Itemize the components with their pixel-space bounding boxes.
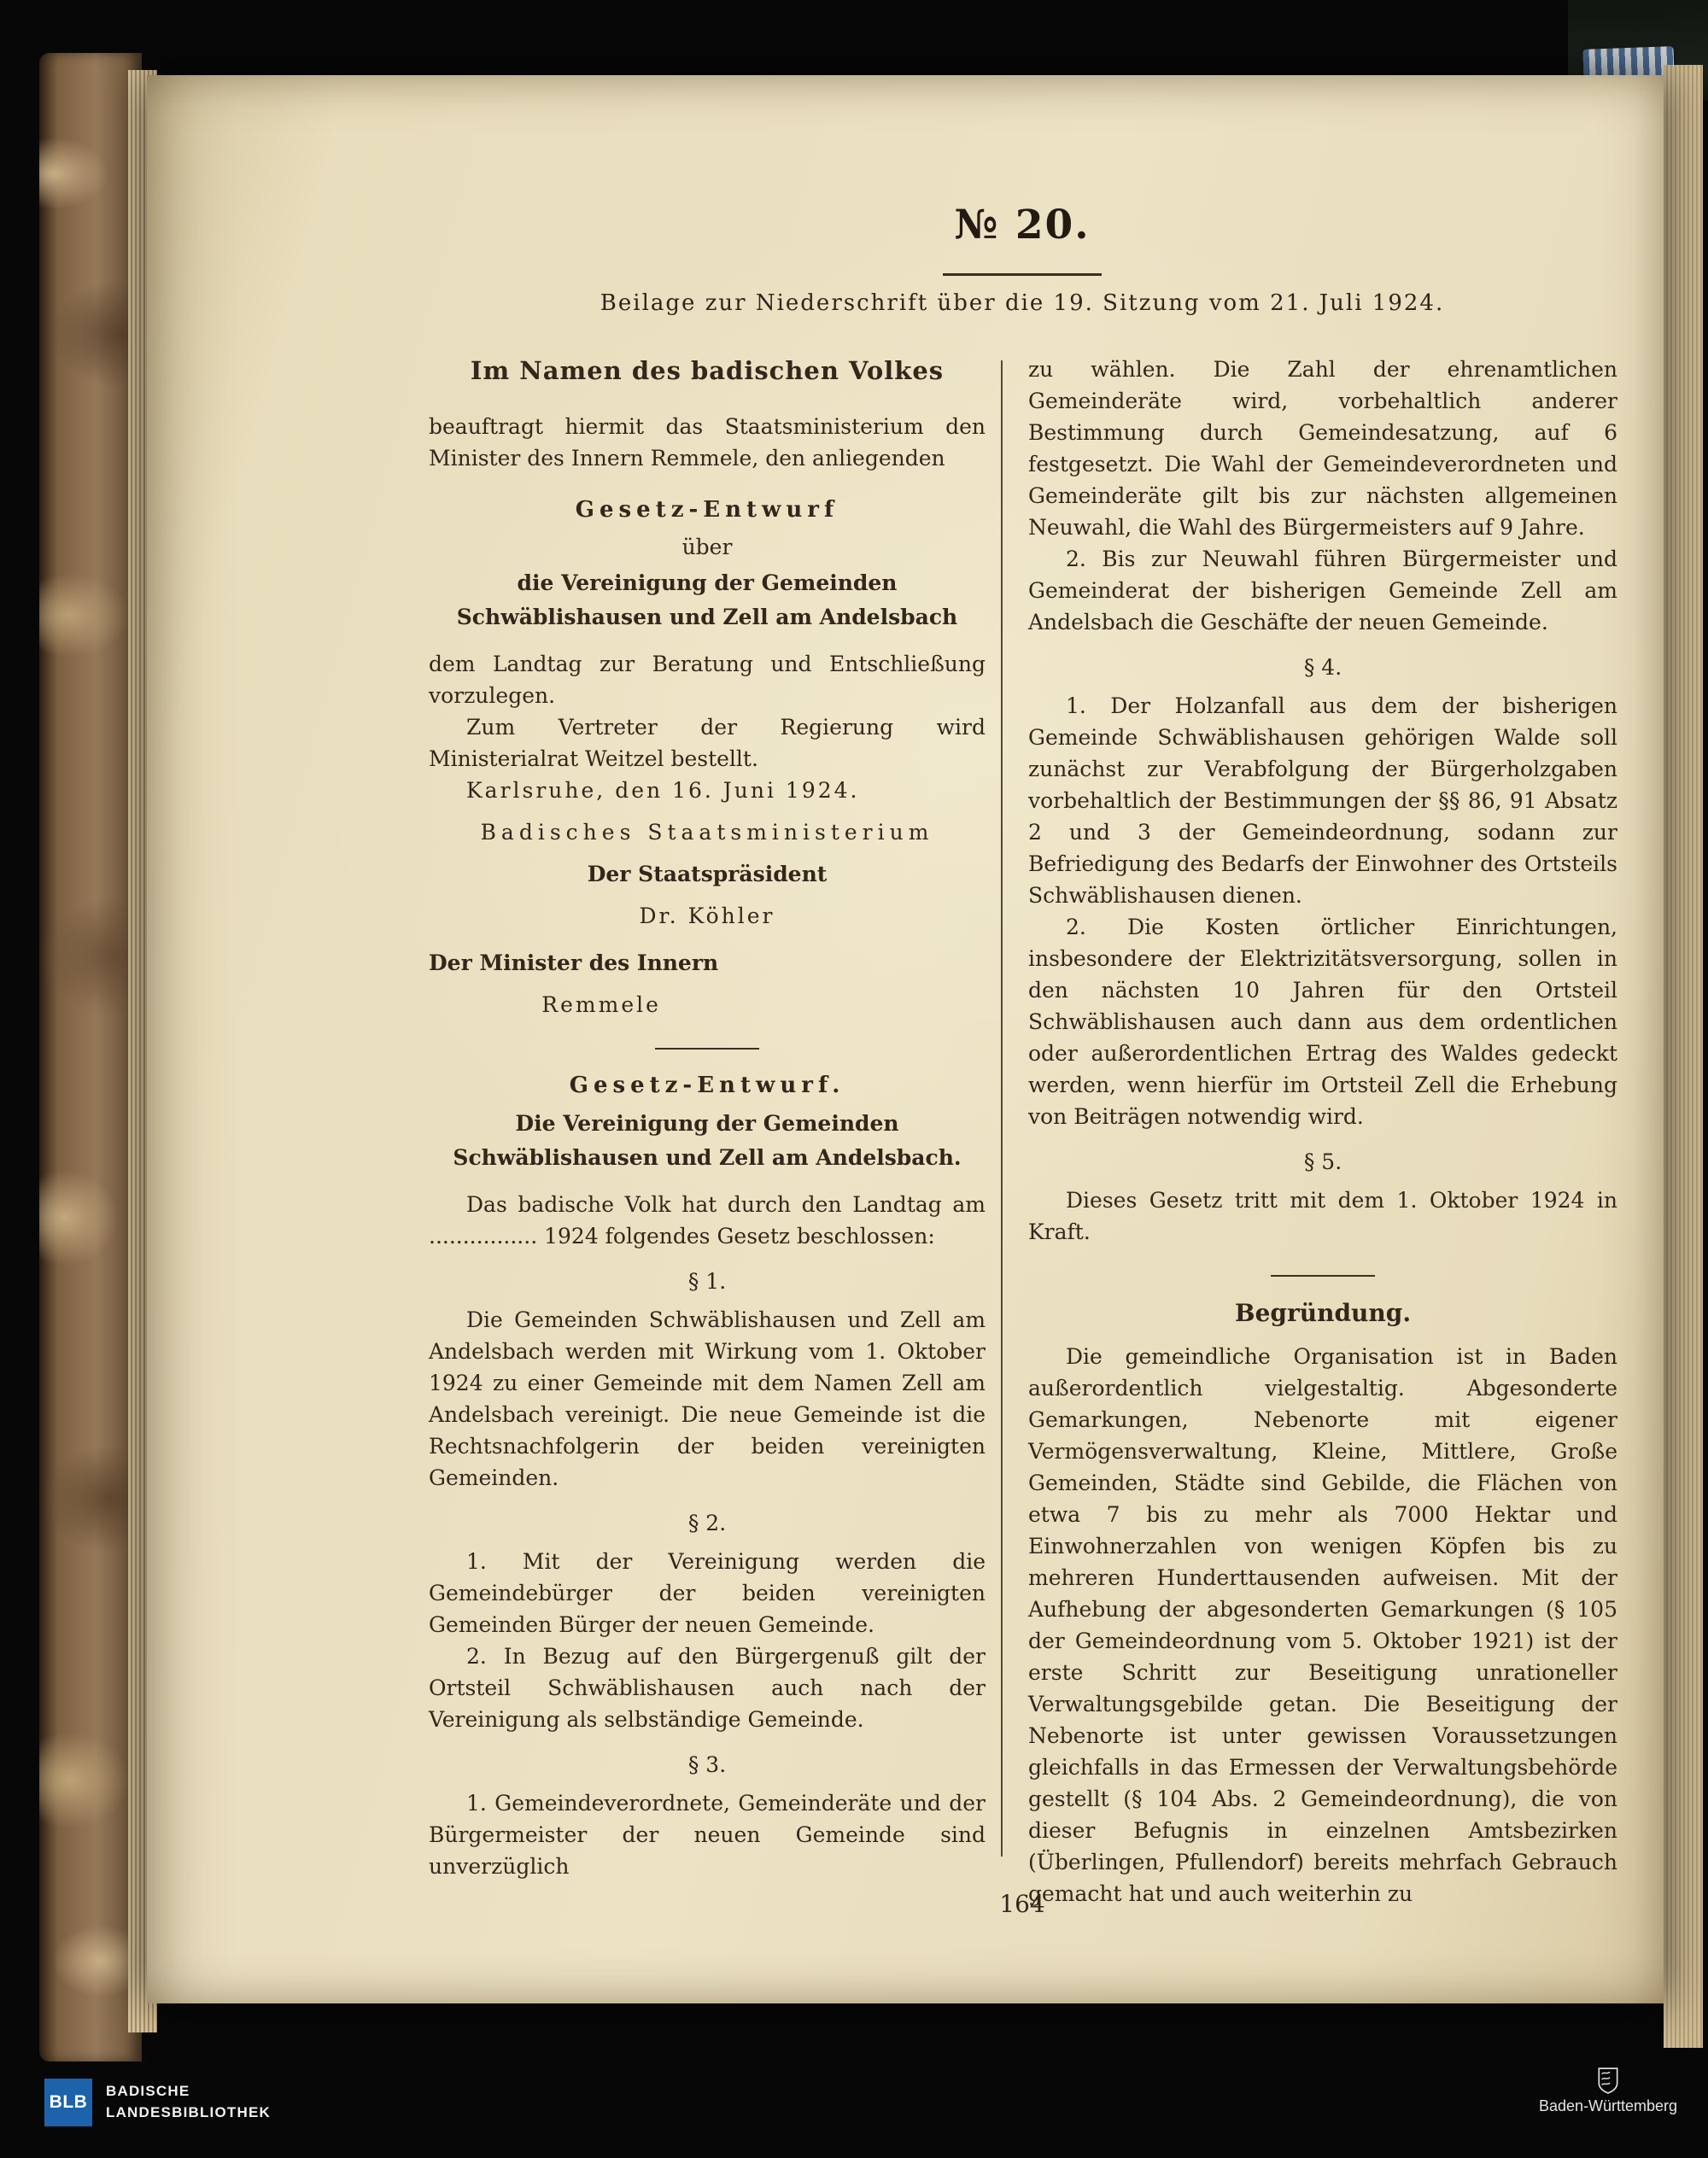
baden-wuerttemberg-logo [1527,2067,1689,2115]
page-stack-right-edge [1664,65,1703,2048]
draft-heading: Gesetz-Entwurf [575,497,839,523]
baden-wuerttemberg-crest-icon [1597,2067,1619,2094]
state-label: Baden-Württemberg [1538,2097,1678,2114]
section-1-text: Die Gemeinden Schwäblishausen und Zell am Andelsbach werden mit Wirkung vom 1. Oktober 1924 zu einer Gemeinde mit dem Namen Zell am Andelsbach vereinigt. Die neue Gemeinde ist die Rechtsnachfolgerin der beiden vereinigten Gemeinden. [429,1307,986,1490]
section-2-paragraph-2: 2. In Bezug auf den Bürgergenuß gilt der Ortsteil Schwäblishausen auch nach der Vereinigung als selbständige Gemeinde. [429,1644,986,1732]
headband-bookmark [1582,46,1674,79]
dateline: Karlsruhe, den 16. Juni 1924. [466,778,860,803]
section-3-heading: § 3. [687,1752,727,1777]
issue-number: № 20. [954,202,1091,249]
document-page [147,75,1664,2003]
proclamation-heading: Im Namen des badischen Volkes [470,356,945,385]
intro-paragraph: beauftragt hiermit das Staatsministerium den Minister des Innern Remmele, den anliegenden [429,414,986,471]
library-name [106,2081,271,2123]
page-number: 164 [999,1890,1045,1918]
signature-ministry: Badisches Staatsministerium [480,820,934,845]
section-4-paragraph-1: 1. Der Holzanfall aus dem der bisherigen Gemeinde Schwäblishausen gehörigen Walde soll zunächst zur Verabfolgung der Bürgerholzgaben vorbehaltlich der Bestimmungen der §§ 86, 91 Absatz 2 und 3 der Gemeindeordnung, sodann zur Befriedigung des Bedarfs der Einwohner des Ortsteils Schwäblishausen dienen. [1028,693,1617,908]
issue-rule [943,273,1102,276]
draft-subject: die Vereinigung der Gemeinden Schwäblishausen und Zell am Andelsbach [456,570,958,629]
section-3-continuation: zu wählen. Die Zahl der ehrenamtlichen Gemeinderäte wird, vorbehaltlich anderer Bestimmung durch Gemeindesatzung, auf 6 festgesetzt. Die Wahl der Gemeindeverordneten und Gemeinderäte gilt bis zur nächsten allgemeinen Neuwahl, die Wahl des Bürgermeisters auf 9 Jahre. [1028,357,1617,540]
reasons-paragraph-1: Die gemeindliche Organisation ist in Baden außerordentlich vielgestaltig. Abgesonderte Gemarkungen, Nebenorte mit eigener Vermögensverwaltung, Kleine, Mittlere, Große Gemeinden, Städte sind Gebilde, die Flächen von etwa 7 bis zu mehr als 7000 Hektar und Einwohnerzahlen von wenigen Köpfen bis zu mehreren Hunderttausenden aufweisen. Mit der Aufhebung der abgesonderten Gemarkungen (§ 105 der Gemeindeordnung vom 5. Oktober 1921) ist der erste Schritt zur Beseitigung unrationeller Verwaltungsgebilde getan. Die Beseitigung der Nebenorte ist unter gewissen Voraussetzungen gleichfalls in das Ermessen der Verwaltungsbehörde gestellt (§ 104 Abs. 2 Gemeindeordnung), die von dieser Befugnis in einzelnen Amtsbezirken (Überlingen, Pfullendorf) bereits mehrfach Gebrauch gemacht hat und auch weiterhin zu [1028,1344,1617,1906]
reasons-heading: Begründung. [1234,1299,1412,1327]
blb-logo [44,2079,271,2126]
library-name-line-1: BADISCHE [106,2083,190,2100]
session-subtitle: Beilage zur Niederschrift über die 19. Sitzung vom 21. Juli 1924. [600,290,1445,316]
section-5-paragraph-1: Dieses Gesetz tritt mit dem 1. Oktober 1924 in Kraft. [1028,1188,1617,1244]
signature-president-title: Der Staatspräsident [587,862,828,886]
left-column [429,354,986,1882]
right-column [1028,354,1617,1909]
section-4-paragraph-2: 2. Die Kosten örtlicher Einrichtungen, insbesondere der Elektrizitätsversorgung, sollen in den nächsten 10 Jahren für den Ortsteil Schwäblishausen auch dann aus dem ordentlichen oder außerordentlichen Ertrag des Waldes gedeckt werden, wenn hierfür im Ortsteil Zell die Erhebung von Beiträgen notwendig wird. [1028,915,1617,1129]
book-spine [39,53,142,2062]
signature-president-name: Dr. Köhler [639,904,775,928]
section-3-paragraph-1: 1. Gemeindeverordnete, Gemeinderäte und der Bürgermeister der neuen Gemeinde sind unverzüglich [429,1791,986,1879]
signature-minister-title: Der Minister des Innern [429,950,719,975]
library-name-line-2: LANDESBIBLIOTHEK [106,2104,271,2120]
section-3-paragraph-2: 2. Bis zur Neuwahl führen Bürgermeister und Gemeinderat der bisherigen Gemeinde Zell am Andelsbach die Geschäfte der neuen Gemeinde. [1028,547,1617,635]
representative-paragraph: Zum Vertreter der Regierung wird Ministerialrat Weitzel bestellt. [429,715,986,771]
law-heading: Gesetz-Entwurf. [569,1073,845,1098]
section-2-paragraph-1: 1. Mit der Vereinigung werden die Gemeindebürger der beiden vereinigten Gemeinden Bürger der neuen Gemeinde. [429,1549,986,1637]
law-subject: Die Vereinigung der Gemeinden Schwäblishausen und Zell am Andelsbach. [453,1111,962,1170]
section-2-heading: § 2. [687,1511,727,1535]
section-1-heading: § 1. [687,1269,727,1294]
section-5-heading: § 5. [1303,1149,1342,1174]
signature-minister-name: Remmele [541,992,661,1017]
section-4-heading: § 4. [1303,655,1342,680]
section-divider [1271,1275,1375,1277]
draft-ueber-line: über [681,535,733,559]
blb-logo-icon: BLB [44,2079,92,2126]
enactment-paragraph: Das badische Volk hat durch den Landtag am ................ 1924 folgendes Gesetz beschlossen: [429,1192,986,1249]
submit-paragraph: dem Landtag zur Beratung und Entschließung vorzulegen. [429,652,986,708]
column-divider [1001,360,1003,1857]
section-divider [655,1048,759,1050]
